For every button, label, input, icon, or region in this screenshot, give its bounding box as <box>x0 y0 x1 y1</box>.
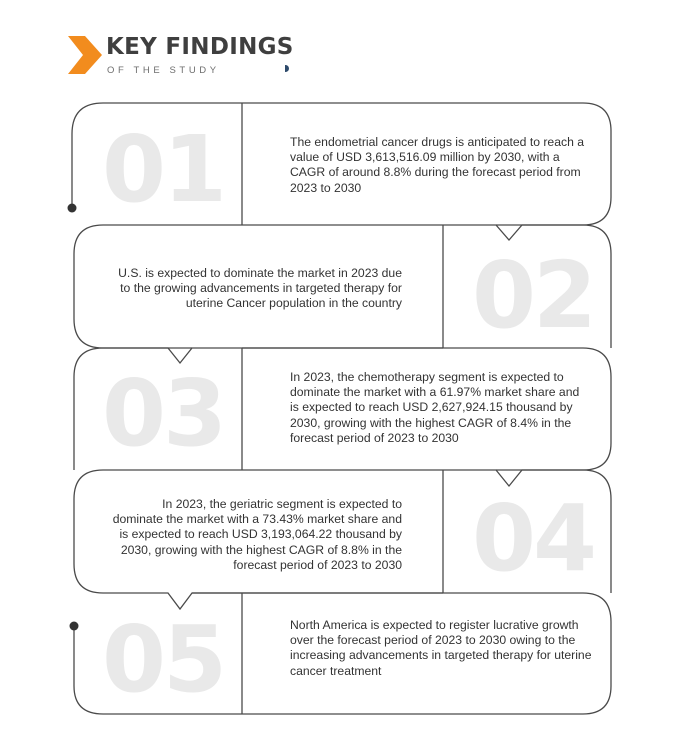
header <box>68 34 328 84</box>
finding-number-05: 05 <box>102 606 225 713</box>
subtitle-accent-mark <box>285 65 289 72</box>
finding-number-03: 03 <box>102 360 225 467</box>
finding-text-02: U.S. is expected to dominate the market in 2023 due to the growing advancements in targeted therapy for uterine Cancer population in the country <box>118 266 402 311</box>
finding-number-01: 01 <box>102 116 225 223</box>
chevron-logo-icon <box>68 36 102 74</box>
page-subtitle: OF THE STUDY <box>107 65 220 76</box>
connector-dot-05 <box>70 622 79 631</box>
finding-number-04: 04 <box>472 485 595 592</box>
finding-text-03: In 2023, the chemotherapy segment is expected to dominate the market with a 61.97% market share and is expected to reach USD 2,627,924.15 thousand by 2030, growing with the highest CAGR of 8.4% in the forecast period of 2023 to 2030 <box>290 370 580 445</box>
connector-dot-01 <box>68 204 77 213</box>
finding-number-02: 02 <box>472 242 595 349</box>
finding-text-04: In 2023, the geriatric segment is expected to dominate the market with a 73.43% market share and is expected to reach USD 3,193,064.22 thousand by 2030, growing with the highest CAGR of 8.8% in the forecast period of 2023 to 2030 <box>112 497 402 572</box>
page-title: KEY FINDINGS <box>106 34 294 60</box>
finding-text-05: North America is expected to register lucrative growth over the forecast period of 2023 to 2030 owing to the increasing advancements in targeted therapy for uterine cancer treatment <box>290 618 592 678</box>
finding-text-01: The endometrial cancer drugs is anticipated to reach a value of USD 3,613,516.09 million by 2030, with a CAGR of around 8.8% during the forecast period from 2023 to 2030 <box>290 135 585 195</box>
